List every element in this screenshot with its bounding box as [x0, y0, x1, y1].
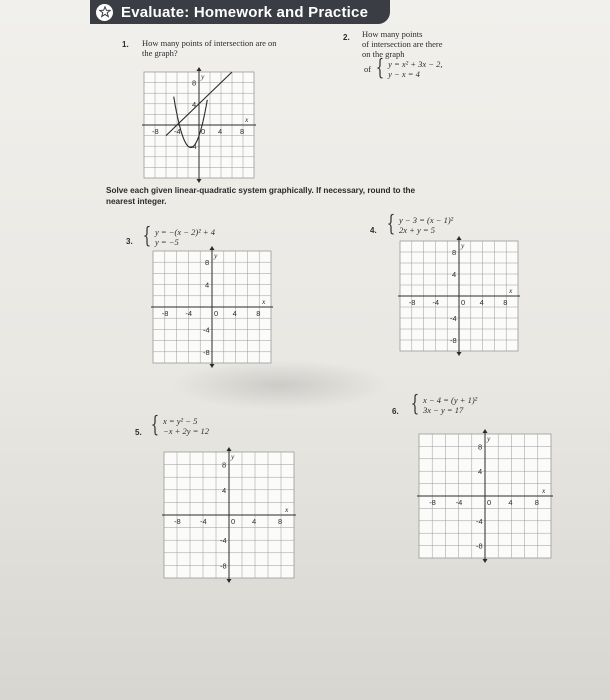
x-tick-label: 8: [256, 309, 261, 318]
y-axis-label: y: [487, 434, 491, 443]
problem-2-question-line-3: on the graph: [362, 49, 405, 59]
shadow-smudge: [170, 360, 390, 410]
y-tick-label: 4: [205, 280, 210, 290]
star-badge-icon: [96, 4, 113, 21]
problem-4-graph: [400, 241, 518, 351]
brace-icon: {: [142, 224, 152, 249]
problem-1-number: 1.: [122, 40, 129, 49]
y-tick-label: -8: [476, 541, 483, 551]
x-tick-label: -8: [161, 309, 169, 318]
y-tick-label: 8: [205, 258, 210, 268]
problem-6-system: [408, 394, 477, 416]
x-tick-label: -4: [174, 127, 181, 136]
y-tick-label: 4: [192, 99, 197, 109]
brace-icon: {: [150, 413, 160, 438]
problem-2-eq2: y − x = 4: [388, 69, 420, 79]
x-axis-label: x: [542, 486, 546, 495]
brace-icon: {: [410, 392, 420, 417]
x-tick-label: -8: [429, 498, 436, 507]
x-tick-label: 8: [240, 127, 245, 136]
y-tick-label: 4: [222, 485, 227, 495]
y-tick-label: -4: [220, 536, 227, 546]
y-tick-label: 8: [452, 248, 457, 257]
x-tick-label: -8: [174, 517, 181, 526]
x-axis-label: x: [509, 286, 513, 295]
y-axis-label: y: [231, 452, 235, 461]
x-tick-label: 8: [278, 517, 283, 526]
y-tick-label: -8: [450, 336, 457, 345]
x-axis-label: x: [262, 297, 266, 306]
problem-2-system: [364, 58, 443, 80]
y-tick-label: 4: [452, 270, 457, 279]
y-axis-label: y: [201, 72, 205, 81]
problem-3-graph: [153, 251, 271, 363]
x-tick-label: 4: [232, 309, 237, 318]
y-tick-label: -8: [220, 561, 227, 571]
problem-6-eq1: x − 4 = (y + 1)²: [423, 395, 478, 405]
y-tick-label: -4: [190, 142, 197, 152]
x-tick-label: 0: [487, 498, 492, 507]
problem-5-eq2: −x + 2y = 12: [163, 426, 210, 436]
instructions: Solve each given linear-quadratic system graphically. If necessary, round to the nearest integer.: [106, 186, 416, 206]
x-tick-label: 4: [479, 298, 484, 307]
problem-3-number: 3.: [126, 237, 133, 246]
problem-2-prefix: of: [364, 64, 372, 74]
x-tick-label: 8: [534, 498, 539, 507]
x-tick-label: 4: [508, 498, 513, 507]
y-tick-label: 8: [478, 442, 483, 452]
problem-4-eq2: 2x + y = 5: [399, 225, 436, 235]
x-axis-label: x: [285, 505, 289, 514]
brace-icon: {: [375, 56, 385, 81]
x-tick-label: 0: [461, 298, 466, 307]
y-tick-label: 4: [478, 467, 483, 477]
x-tick-label: 4: [252, 517, 257, 526]
x-tick-label: -4: [185, 309, 193, 318]
x-tick-label: 4: [218, 127, 223, 136]
problem-6-number: 6.: [392, 407, 399, 416]
y-tick-label: 8: [192, 78, 197, 88]
problem-4-eq1: y − 3 = (x − 1)²: [399, 215, 454, 225]
x-tick-label: -4: [455, 498, 463, 507]
problem-1-graph: [144, 72, 254, 178]
problem-5-number: 5.: [135, 428, 142, 437]
header-banner: [90, 0, 390, 24]
problem-1-question: How many points of intersection are on the graph?: [142, 38, 277, 58]
problem-2-question-line-2: of intersection are there: [362, 39, 443, 49]
y-tick-label: 8: [222, 460, 227, 470]
x-tick-label: -8: [152, 127, 159, 136]
problem-3-eq2: y = −5: [155, 237, 179, 247]
brace-icon: {: [386, 212, 396, 237]
x-tick-label: 8: [503, 298, 508, 307]
problem-2-question-line-1: How many points: [362, 29, 423, 39]
problem-2-eq1: y = x² + 3x − 2,: [388, 59, 443, 69]
problem-5-system: [148, 415, 209, 437]
problem-2-number: 2.: [343, 33, 350, 42]
problem-6-eq2: 3x − y = 17: [423, 405, 464, 415]
x-tick-label: -4: [432, 298, 440, 307]
page-title: Evaluate: Homework and Practice: [121, 3, 369, 21]
problem-6-graph: [419, 434, 551, 558]
x-tick-label: 0: [231, 517, 236, 526]
y-tick-label: -4: [203, 325, 210, 335]
x-tick-label: 0: [214, 309, 219, 318]
problem-5-graph: [164, 452, 294, 578]
y-axis-label: y: [461, 241, 465, 250]
x-axis-label: x: [245, 115, 249, 124]
x-tick-label: -8: [408, 298, 416, 307]
problem-4-number: 4.: [370, 226, 377, 235]
y-tick-label: -8: [203, 347, 210, 357]
problem-5-eq1: x = y² − 5: [163, 416, 198, 426]
problem-3-eq1: y = −(x − 2)² + 4: [155, 227, 215, 237]
x-tick-label: -4: [200, 517, 207, 526]
problem-4-system: [384, 214, 453, 236]
problem-3-system: [140, 226, 215, 248]
y-tick-label: -4: [476, 516, 483, 526]
y-axis-label: y: [214, 251, 218, 260]
x-tick-label: 0: [201, 127, 206, 136]
y-tick-label: -4: [450, 314, 457, 323]
